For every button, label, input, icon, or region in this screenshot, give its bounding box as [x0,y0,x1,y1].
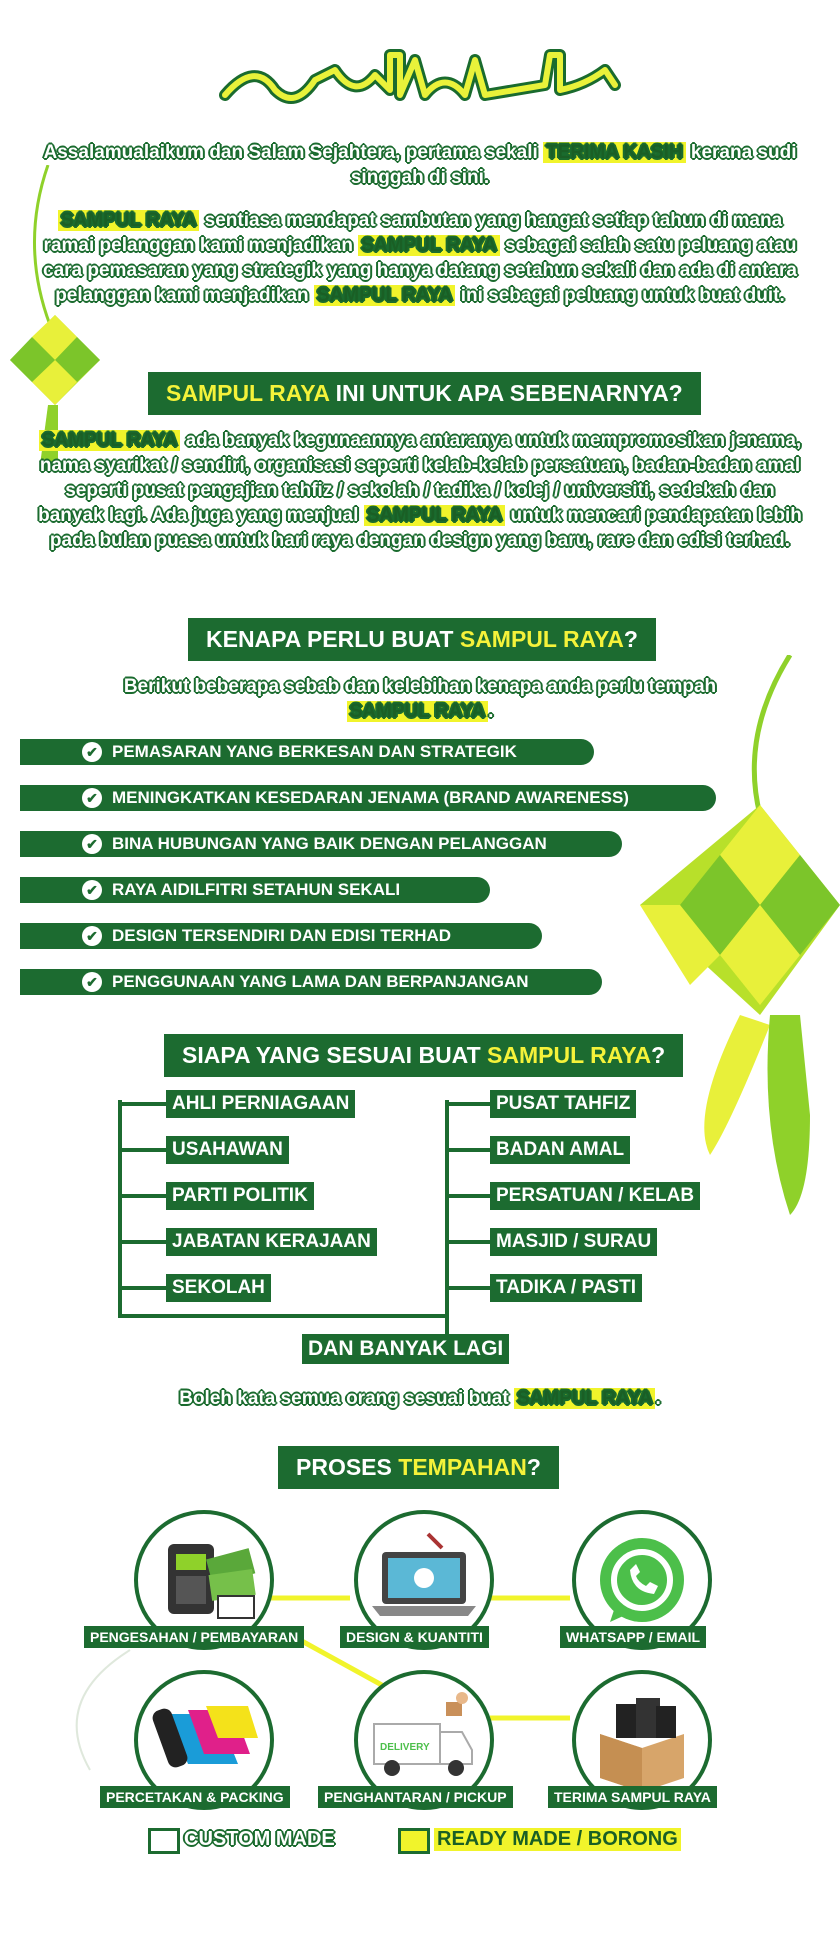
audience-left-item: SEKOLAH [166,1274,271,1302]
audience-left-item: PARTI POLITIK [166,1182,314,1210]
section2-title [188,618,656,661]
tree-branch [445,1102,490,1106]
reason-label: DESIGN TERSENDIRI DAN EDISI TERHAD [112,926,452,945]
section4-title-highlight: TEMPAHAN [398,1454,527,1480]
section2-intro [80,674,760,724]
tree-branch [445,1286,490,1290]
section3-title [164,1034,683,1077]
intro-paragraph [40,208,800,308]
brand-highlight: SAMPUL RAYA [364,505,506,526]
ketupat-right-decoration [630,655,840,1225]
reason-label: MENINGKATKAN KESEDARAN JENAMA (BRAND AWARENESS) [112,788,629,807]
section1-title [148,372,701,415]
section3-closing-text: Boleh kata semua orang sesuai buat [179,1388,509,1409]
tree-more-stem [445,1314,449,1334]
svg-text:DELIVERY: DELIVERY [380,1742,430,1753]
process-step-label: DESIGN & KUANTITI [340,1626,489,1648]
greeting-part-b: kerana sudi singgah di sini. [350,142,797,188]
section4-title-q: ? [526,1454,541,1480]
process-step-label: PENGESAHAN / PEMBAYARAN [84,1626,304,1648]
period: . [488,701,494,722]
greeting-text [40,140,800,190]
section2-intro-text: Berikut beberapa sebab dan kelebihan kenapa anda perlu tempah [123,676,717,697]
process-step-label: WHATSAPP / EMAIL [560,1626,706,1648]
audience-more: DAN BANYAK LAGI [302,1334,509,1364]
reason-item [20,969,602,995]
greeting-highlight: TERIMA KASIH [543,142,686,163]
section1-part-b: untuk mencari pendapatan lebih pada bulan puasa untuk hari raya dengan design yang baru, rare dan edisi terhad. [49,505,802,551]
audience-right-item: MASJID / SURAU [490,1228,657,1256]
brand-highlight: SAMPUL RAYA [514,1388,656,1409]
section1-paragraph [30,428,810,553]
bismillah-calligraphy [215,40,625,115]
tree-branch [445,1240,490,1244]
intro-part-c: ini sebagai peluang untuk buat duit. [460,285,785,306]
tree-branch [118,1286,168,1290]
section3-title-highlight: SAMPUL RAYA [487,1042,652,1068]
brand-highlight: SAMPUL RAYA [314,285,456,306]
brand-highlight: SAMPUL RAYA [358,235,500,256]
process-step-label: TERIMA SAMPUL RAYA [548,1786,717,1808]
section3-title-a: SIAPA YANG SESUAI BUAT [182,1042,481,1068]
section2-title-a: KENAPA PERLU BUAT [206,626,454,652]
check-icon: ✔ [82,926,102,946]
tree-branch [445,1194,490,1198]
audience-right-item: PERSATUAN / KELAB [490,1182,700,1210]
section1-title-highlight: SAMPUL RAYA [166,380,330,406]
section1-title-rest: INI UNTUK APA SEBENARNYA? [335,380,683,406]
check-icon: ✔ [82,742,102,762]
legend-custom-label: CUSTOM MADE [184,1828,335,1850]
reason-item [20,877,490,903]
legend-custom-swatch [148,1828,180,1854]
audience-left-item: AHLI PERNIAGAAN [166,1090,355,1118]
section2-title-q: ? [623,626,638,652]
reason-label: PEMASARAN YANG BERKESAN DAN STRATEGIK [112,742,517,761]
check-icon: ✔ [82,834,102,854]
section4-title-a: PROSES [296,1454,392,1480]
audience-left-item: USAHAWAN [166,1136,289,1164]
process-step-label: PENGHANTARAN / PICKUP [318,1786,513,1808]
reason-item [20,785,716,811]
greeting-part-a: Assalamualaikum dan Salam Sejahtera, pertama sekali [43,142,538,163]
reason-label: PENGGUNAAN YANG LAMA DAN BERPANJANGAN [112,972,529,991]
tree-branch [118,1148,168,1152]
audience-right-item: PUSAT TAHFIZ [490,1090,636,1118]
check-icon: ✔ [82,972,102,992]
section4-title [278,1446,559,1489]
tree-branch [445,1148,490,1152]
tree-branch [118,1194,168,1198]
check-icon: ✔ [82,788,102,808]
check-icon: ✔ [82,880,102,900]
intro-part-b: sebagai salah satu peluang atau cara pemasaran yang strategik yang hanya datang setahun sekali dan ada di antara pelanggan kami menjadikan [43,235,797,306]
legend-ready-swatch [398,1828,430,1854]
process-step-label: PERCETAKAN & PACKING [100,1786,290,1808]
intro-part-a: sentiasa mendapat sambutan yang hangat setiap tahun di mana ramai pelanggan kami menjadikan [43,210,783,256]
section3-closing [40,1386,800,1411]
audience-left-item: JABATAN KERAJAAN [166,1228,377,1256]
audience-right-item: BADAN AMAL [490,1136,630,1164]
brand-highlight: SAMPUL RAYA [347,701,489,722]
section2-title-highlight: SAMPUL RAYA [459,626,624,652]
section3-title-q: ? [651,1042,666,1068]
tree-branch [118,1102,168,1106]
reason-item [20,739,594,765]
legend-ready-label: READY MADE / BORONG [434,1828,681,1851]
reason-item [20,831,622,857]
section1-part-a: ada banyak kegunaannya antaranya untuk mempromosikan jenama, nama syarikat / sendiri, organisasi seperti kelab-kelab persatuan, badan-badan amal seperti pusat pengajian tahfiz / sekolah / tadika / kolej / universiti, sedekah dan banyak lagi. Ada juga yang menjual [38,430,802,526]
reason-label: BINA HUBUNGAN YANG BAIK DENGAN PELANGGAN [112,834,547,853]
tree-branch [118,1240,168,1244]
reason-item [20,923,542,949]
period: . [655,1388,661,1409]
tree-bottom-horizontal [118,1314,448,1318]
reason-label: RAYA AIDILFITRI SETAHUN SEKALI [112,880,401,899]
brand-highlight: SAMPUL RAYA [58,210,200,231]
audience-right-item: TADIKA / PASTI [490,1274,642,1302]
brand-highlight: SAMPUL RAYA [39,430,181,451]
